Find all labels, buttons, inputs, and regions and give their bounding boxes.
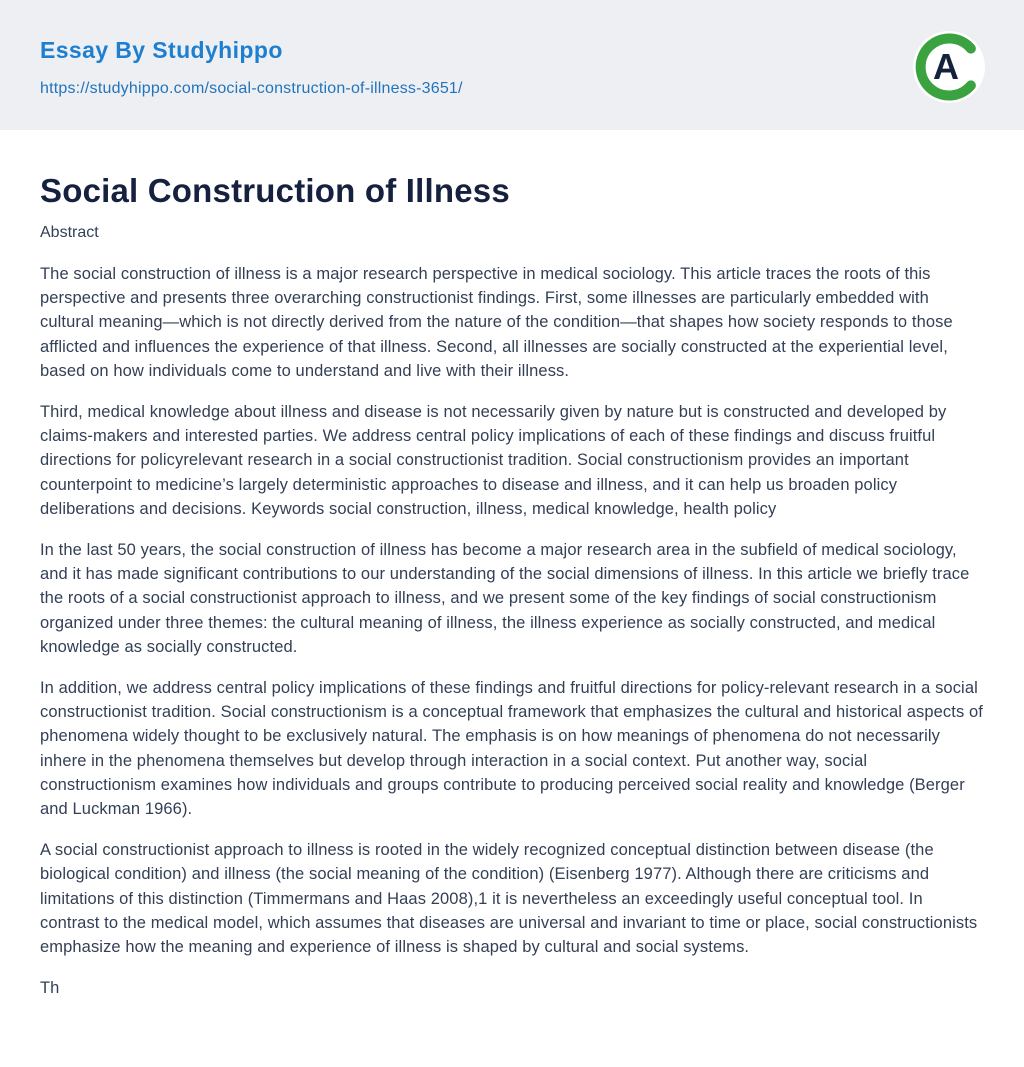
paragraph-4: In addition, we address central policy implications of these findings and fruitful directions for policy-relevant research in a social constructionist tradition. Social constructionism is a conceptual framework that emphasizes the cultural and historical aspects of phenomena widely thought to be exclusively natural. The emphasis is on how meanings of phenomena do not necessarily inhere in the phenomena themselves but develop through interaction in a social context. Put another way, social constructionism examines how individuals and groups contribute to producing perceived social reality and knowledge (Berger and Luckman 1966). [40, 679, 983, 819]
paragraph-5: A social constructionist approach to illness is rooted in the widely recognized conceptual distinction between disease (the biological condition) and illness (the social meaning of the condition) (Eisenberg 1977). Although there are criticisms and limitations of this distinction (Timmermans and Haas 2008),1 it is nevertheless an exceedingly useful conceptual tool. In contrast to the medical model, which assumes that diseases are universal and invariant to time or place, social constructionists emphasize how the meaning and experience of illness is shaped by cultural and social systems. [40, 841, 978, 957]
studyhippo-logo-icon[interactable] [912, 30, 986, 104]
logo-svg [912, 30, 986, 104]
byline-link[interactable]: Essay By Studyhippo [40, 36, 283, 63]
page-title: Social Construction of Illness [40, 172, 510, 209]
logo-letter: A [933, 46, 959, 87]
article-content [0, 130, 1024, 1000]
abstract-label: Abstract [40, 224, 99, 241]
paragraph-2: Third, medical knowledge about illness and disease is not necessarily given by nature but is constructed and developed by claims-makers and interested parties. We address central policy implications of each of these findings and discuss fruitful directions for policyrelevant research in a social constructionist tradition. Social constructionism provides an important counterpoint to medicine’s largely deterministic approaches to disease and illness, and it can help us broaden policy deliberations and decisions. Keywords social construction, illness, medical knowledge, health policy [40, 403, 947, 518]
paragraph-1: The social construction of illness is a major research perspective in medical sociology. This article traces the roots of this perspective and presents three overarching constructionist findings. First, some illnesses are particularly embedded with cultural meaning—which is not directly derived from the nature of the condition—that shapes how society responds to those afflicted and influences the experience of that illness. Second, all illnesses are socially constructed at the experiential level, based on how individuals come to understand and live with their illness. [40, 265, 953, 380]
header-text-block [40, 37, 463, 98]
page-header [0, 0, 1024, 130]
truncated-text-line: Th [40, 979, 60, 998]
source-url-link[interactable]: https://studyhippo.com/social-construction-of-illness-3651/ [40, 79, 463, 97]
paragraph-3: In the last 50 years, the social construction of illness has become a major research area in the subfield of medical sociology, and it has made significant contributions to our understanding of the social dimensions of illness. In this article we briefly trace the roots of a social constructionist approach to illness, and we present some of the key findings of social constructionism organized under three themes: the cultural meaning of illness, the illness experience as socially constructed, and medical knowledge as socially constructed. [40, 541, 970, 656]
